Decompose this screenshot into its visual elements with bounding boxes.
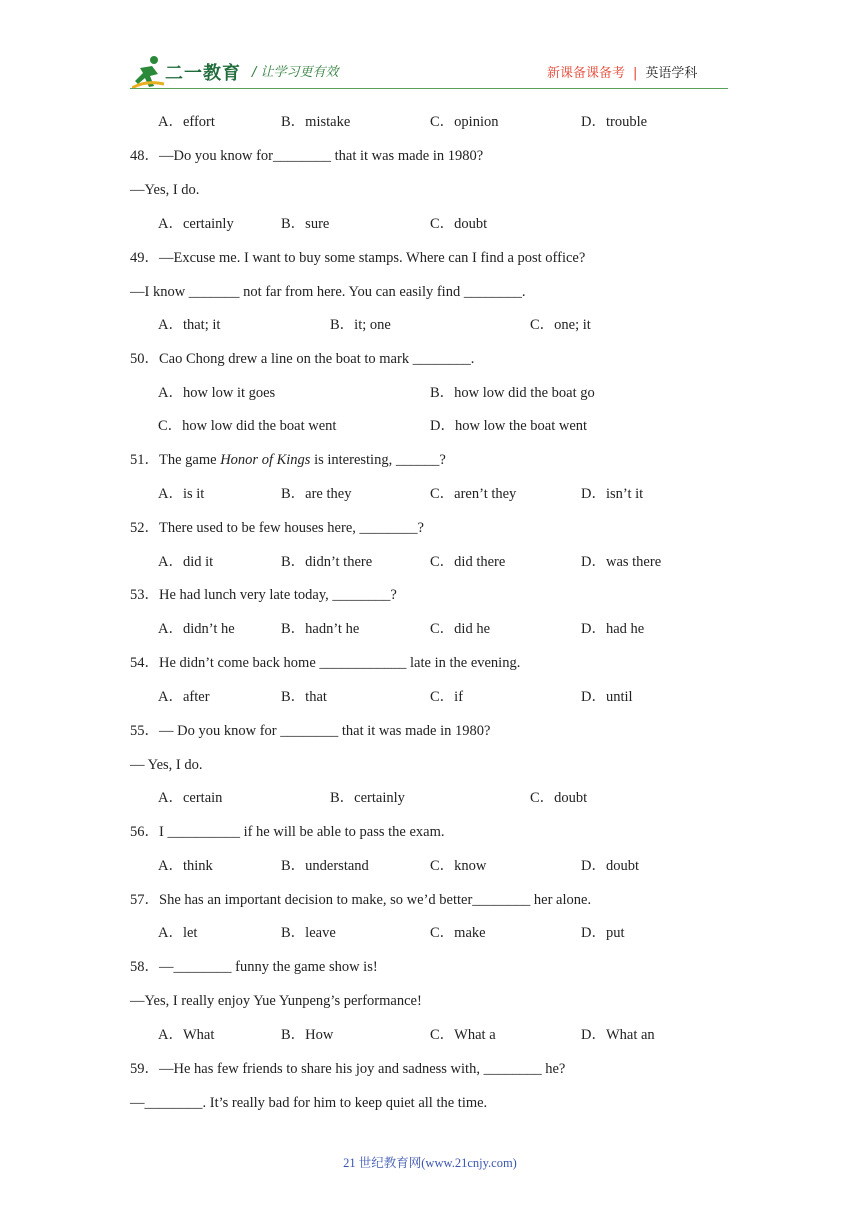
option-b: B．that [281, 689, 327, 705]
option-d: D．was there [581, 554, 662, 570]
question-58-reply: —Yes, I really enjoy Yue Yunpeng’s performance! [130, 993, 422, 1009]
option-a: A．let [158, 925, 198, 941]
question-55-reply: — Yes, I do. [130, 757, 203, 773]
option-b: B．sure [281, 216, 330, 232]
page-footer: 21 世纪教育网(www.21cnjy.com) [343, 1156, 517, 1170]
q51-text-pre: 51．The game [130, 452, 221, 468]
option-b: B．How [281, 1027, 334, 1043]
option-c: C．make [430, 925, 486, 941]
option-a: A．certain [158, 790, 223, 806]
option-a: A．did it [158, 554, 214, 570]
header-divider [130, 88, 728, 89]
option-b: B．are they [281, 486, 352, 502]
question-59: 59．—He has few friends to share his joy and sadness with, ________ he? [130, 1061, 566, 1077]
option-a: A．think [158, 858, 213, 874]
option-a: A．didn’t he [158, 621, 235, 637]
option-a: A．What [158, 1027, 215, 1043]
option-c: C．opinion [430, 114, 499, 130]
option-c: C．if [430, 689, 464, 705]
question-49: 49．—Excuse me. I want to buy some stamps. Where can I find a post office? [130, 250, 586, 266]
option-b: B．certainly [330, 790, 405, 806]
option-c: C．how low did the boat went [158, 418, 337, 434]
option-b: B．understand [281, 858, 369, 874]
runner-logo-icon [132, 54, 166, 90]
option-d: D．What an [581, 1027, 655, 1043]
option-d: D．until [581, 689, 633, 705]
question-49-reply: —I know _______ not far from here. You can easily find ________. [130, 284, 526, 300]
question-53: 53．He had lunch very late today, ________? [130, 587, 397, 603]
option-d: D．put [581, 925, 625, 941]
question-55: 55．— Do you know for ________ that it was made in 1980? [130, 723, 491, 739]
option-d: D．trouble [581, 114, 648, 130]
option-d: D．isn’t it [581, 486, 644, 502]
option-b: B．how low did the boat go [430, 385, 595, 401]
option-a: A．is it [158, 486, 205, 502]
question-57: 57．She has an important decision to make, so we’d better________ her alone. [130, 892, 592, 908]
question-54: 54．He didn’t come back home ____________ late in the evening. [130, 655, 521, 671]
option-b: B．didn’t there [281, 554, 373, 570]
question-59-reply: —________. It’s really bad for him to keep quiet all the time. [130, 1095, 488, 1111]
option-d: D．how low the boat went [430, 418, 588, 434]
option-c: C．doubt [430, 216, 488, 232]
question-56: 56．I __________ if he will be able to pass the exam. [130, 824, 445, 840]
option-b: B．mistake [281, 114, 351, 130]
header-subject: 英语学科 [645, 66, 698, 81]
option-b: B．hadn’t he [281, 621, 360, 637]
page-header [0, 0, 860, 100]
option-c: C．did he [430, 621, 491, 637]
option-a: A．how low it goes [158, 385, 276, 401]
logo-text: 二一教育 [165, 63, 241, 84]
question-48: 48．—Do you know for________ that it was made in 1980? [130, 148, 484, 164]
option-c: C．know [430, 858, 487, 874]
option-c: C．one; it [530, 317, 591, 333]
option-a: A．after [158, 689, 210, 705]
option-b: B．leave [281, 925, 336, 941]
question-50: 50．Cao Chong drew a line on the boat to mark ________. [130, 351, 475, 367]
option-b: B．it; one [330, 317, 391, 333]
option-a: A．certainly [158, 216, 234, 232]
question-58: 58．—________ funny the game show is! [130, 959, 378, 975]
header-course-label: 新课备课备考 [547, 66, 626, 81]
q51-game-title: Honor of Kings [220, 452, 311, 468]
header-slogan: / 让学习更有效 [252, 65, 339, 80]
option-d: D．had he [581, 621, 645, 637]
option-c: C．aren’t they [430, 486, 517, 502]
option-a: A．effort [158, 114, 215, 130]
question-52: 52．There used to be few houses here, ________? [130, 520, 424, 536]
question-51 [130, 451, 446, 469]
header-separator: | [633, 66, 638, 81]
option-d: D．doubt [581, 858, 639, 874]
q51-text-post: is interesting, ______? [310, 452, 446, 468]
option-c: C．doubt [530, 790, 588, 806]
header-right [547, 62, 697, 81]
option-c: C．did there [430, 554, 506, 570]
option-a: A．that; it [158, 317, 221, 333]
option-c: C．What a [430, 1027, 496, 1043]
question-48-reply: —Yes, I do. [130, 182, 200, 198]
